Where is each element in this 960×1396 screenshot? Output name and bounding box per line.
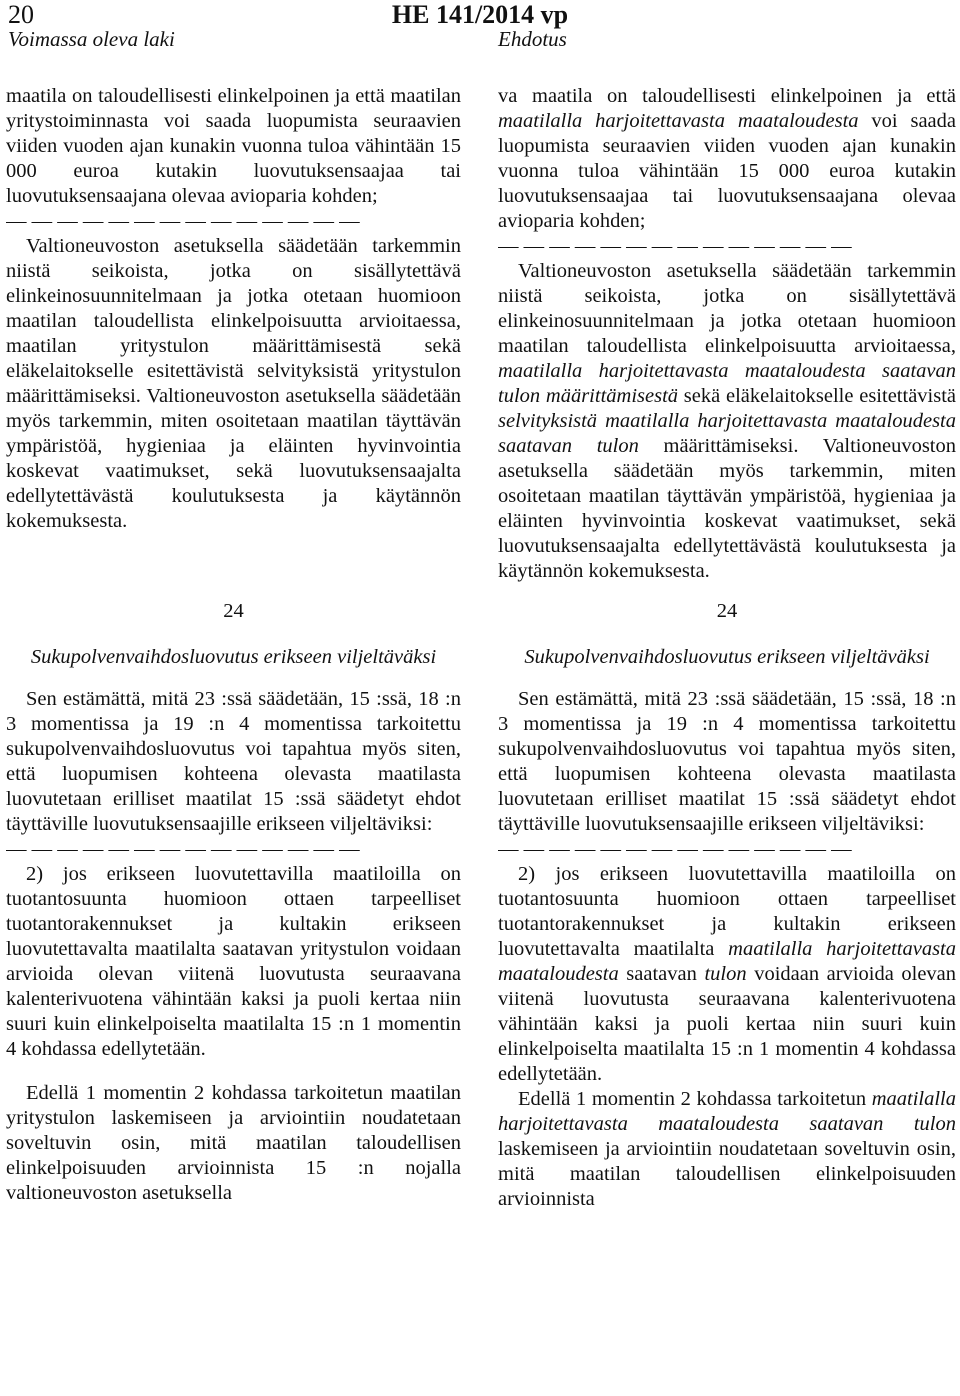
left-section-number: 24 (223, 600, 244, 622)
left-paragraph-4: 2) jos erikseen luovutettavilla maatiloilla on tuotantosuunta huomioon ottaen tarpeelliset tuotantorakennukset ja kultakin erikseen luovutettavalta maatilalta saatavan yritystulon voidaan arvioida olevan viitenä luovutusta seuraavana kalenterivuotena vähintään kaksi ja puoli kertaa niin suuri kuin elinkelpoiselta maatilalta 15 :n 1 momentin 4 kohdassa edellytetään. (6, 863, 461, 1060)
left-section-title: Sukupolvenvaihdosluovutus erikseen viljeltäväksi (30, 646, 437, 668)
text: laskemiseen ja arviointiin noudatetaan soveltuvin osin, mitä maatilan taloudellisen elinkelpoisuuden arvioinnista (498, 1138, 956, 1210)
text: voi saada luopumista seuraavien viiden vuoden ajan kunakin vuonna tuloa vähintään 15 000 euroa kutakin luovutuksensaajaa tai luovutuksensaajana olevaa avioparia kohden; (498, 110, 956, 232)
left-paragraph-3: Sen estämättä, mitä 23 :ssä säädetään, 15 :ssä, 18 :n 3 momentissa ja 19 :n 4 momentissa tarkoitettu sukupolvenvaihdosluovutus voi tapahtua myös siten, että luopumisen kohteena olevasta maatilasta luovutetaan erilliset maatilat 15 :ssä säädetyt ehdot täyttäville luovutuksensaajille erikseen viljeltäviksi: (6, 688, 461, 835)
right-section-number: 24 (716, 600, 738, 622)
emphasized-text: maatilalla harjoitettavasta maataloudesta saatavan tulon (498, 1088, 956, 1135)
left-paragraph-2: Valtioneuvoston asetuksella säädetään tarkemmin niistä seikoista, jotka on sisällytettävä elinkeinosuunnitelmaan ja jotka otetaan huomioon maatilan taloudellista elinkelpoisuutta arvioitaessa, maatilan yritystulon määrittämisestä sekä eläkelaitokselle esitettävistä selvityksistä yritystulon määrittämiseksi. Valtioneuvoston asetuksella säädetään myös tarkemmin, miten osoitetaan maatilan täyttävän ympäristöä, hygieniaa ja eläinten hyvinvointia koskevat vaatimukset, sekä luovutuksensaajalta edellytettävästä koulutuksesta ja käytännön kokemuksesta. (6, 235, 461, 532)
text: sekä eläkelaitokselle esitettävistä (683, 385, 957, 407)
proposal-column (498, 84, 956, 1212)
emphasized-text: selvityksistä maatilalla harjoitettavasta maataloudesta saatavan tulon (498, 410, 956, 457)
emphasized-text: maatilalla harjoitettavasta maataloudesta (498, 938, 956, 985)
right-paragraph-2 (498, 259, 956, 584)
omission-dashes: — — — — — — — — — — — — — — (498, 838, 852, 860)
right-section-title: Sukupolvenvaihdosluovutus erikseen viljeltäväksi (524, 646, 930, 668)
right-paragraph-3: Sen estämättä, mitä 23 :ssä säädetään, 15 :ssä, 18 :n 3 momentissa ja 19 :n 4 momentissa tarkoitettu sukupolvenvaihdosluovutus voi tapahtua myös siten, että luopumisen kohteena olevasta maatilasta luovutetaan erilliset maatilat 15 :ssä säädetyt ehdot täyttäville luovutuksensaajille erikseen viljeltäviksi: (498, 688, 956, 835)
emphasized-text: maatilalla harjoitettavasta maataloudesta saatavan tulon määrittämisestä (498, 360, 956, 407)
right-paragraph-1 (498, 84, 956, 234)
left-column-title: Voimassa oleva laki (8, 27, 175, 51)
text: Edellä 1 momentin 2 kohdassa tarkoitetun (518, 1088, 867, 1110)
left-paragraph-5: Edellä 1 momentin 2 kohdassa tarkoitetun maatilan yritystulon laskemiseen ja arviointiin noudatetaan soveltuvin osin, mitä maatilan taloudellisen elinkelpoisuuden arvioinnista 15 :n nojalla valtioneuvoston asetuksella (6, 1082, 461, 1204)
omission-dashes: — — — — — — — — — — — — — — (6, 838, 360, 860)
text: saatavan (626, 963, 697, 985)
omission-dashes: — — — — — — — — — — — — — — (6, 210, 360, 232)
text: määrittämiseksi. Valtioneuvoston asetuksella säädetään myös tarkemmin, miten osoitetaan maatilan täyttävän ympäristöä, hygieniaa ja eläinten hyvinvointia koskevat vaatimukset, sekä luovutuksensaajalta edellytettävästä koulutuksesta ja käytännön kokemuksesta. (498, 435, 956, 582)
right-paragraph-4 (498, 862, 956, 1087)
right-paragraph-5 (498, 1087, 956, 1212)
text: voidaan arvioida olevan viitenä luovutusta seuraavana kalenterivuotena vähintään kaksi ja puoli kertaa niin suuri kuin elinkelpoiselta maatilalta 15 :n 1 momentin 4 kohdassa edellytetään. (498, 963, 957, 1085)
right-column-title: Ehdotus (498, 27, 567, 51)
page-number: 20 (8, 0, 34, 29)
text: Valtioneuvoston asetuksella säädetään tarkemmin niistä seikoista, jotka on sisällytettävä elinkeinosuunnitelmaan ja jotka otetaan huomioon maatilan taloudellista elinkelpoisuutta arvioitaessa, (498, 260, 956, 357)
emphasized-text: maatilalla harjoitettavasta maataloudesta (498, 110, 859, 132)
omission-dashes: — — — — — — — — — — — — — — (498, 235, 852, 257)
current-law-column (6, 84, 461, 1206)
text: 2) jos erikseen luovutettavilla maatiloilla on tuotantosuunta huomioon ottaen tarpeelliset tuotantorakennukset ja kultakin erikseen luovutettavalta maatilalta (498, 863, 956, 960)
document-id: HE 141/2014 vp (391, 0, 569, 29)
text: va maatila on taloudellisesti elinkelpoinen ja että (498, 85, 956, 107)
left-paragraph-1: maatila on taloudellisesti elinkelpoinen ja että maatilan yritystoiminnasta voi saada luopumista seuraavien viiden vuoden ajan kunakin vuonna tuloa vähintään 15 000 euroa kutakin luovutuksensaajaa tai luovutuksensaajana olevaa avioparia kohden; (6, 85, 461, 207)
emphasized-text: tulon (704, 963, 747, 985)
